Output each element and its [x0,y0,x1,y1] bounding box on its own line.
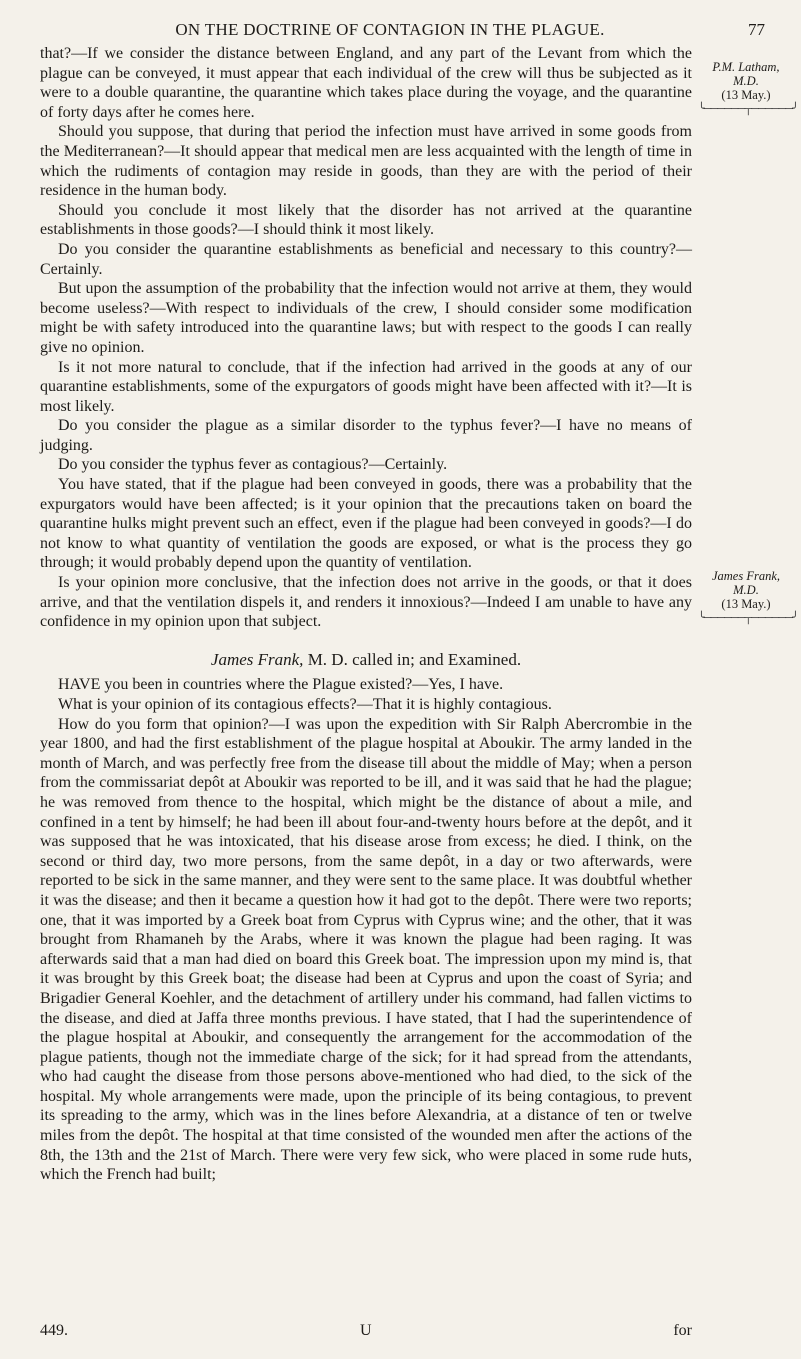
side-note-latham [698,60,798,116]
side-note-degree: M.D. [733,583,759,597]
paragraph: Do you consider the plague as a similar disorder to the typhus fever?—I have no means of judging. [40,417,692,454]
witness-heading-rest: M. D. called in; and Examined. [303,649,522,669]
side-note-name: P.M. Latham, [712,60,780,74]
paragraph: What is your opinion of its contagious effects?—That it is highly contagious. [58,696,552,713]
gathering-mark: U [360,1322,372,1339]
paragraph: But upon the assumption of the probability that the infection would not arrive at them, they would become useless?—With respect to individuals of the crew, I should consider some modification might be with safety introduced into the quarantine laws; but with respect to the goods I can really give no opinion. [40,280,692,356]
witness-heading [40,650,692,670]
page-number: 77 [748,20,765,39]
paragraph: Is your opinion more conclusive, that the infection does not arrive in the goods, or that it does arrive, and that the ventilation dispels it, and renders it innoxious?—Indeed I am unable to have any confidence in my opinion upon that subject. [40,574,692,631]
paragraph: Is it not more natural to conclude, that if the infection had arrived in the goods at any of our quarantine establishments, some of the expurgators of goods might have been affected with it?—It is most likely. [40,358,692,415]
page-body [40,44,692,1185]
side-note-name: James Frank, [711,569,781,583]
witness-name: James Frank, [210,649,304,669]
side-note-date: (13 May.) [721,88,771,102]
paragraph: Do you consider the quarantine establishments as beneficial and necessary to this country?—Certainly. [40,240,692,278]
paragraph: Do you consider the typhus fever as contagious?—Certainly. [58,456,448,474]
paragraph: Should you conclude it most likely that the disorder has not arrived at the quarantine establishments in those goods?—I should think it most likely. [40,201,692,239]
side-note-frank [698,569,798,625]
paragraph: You have stated, that if the plague had been conveyed in goods, there was a probability that the expurgators would have been affected; is it your opinion that the precautions taken on board the quarantine hulks might prevent such an effect, even if the plague had been conveyed in goods?—I do not know to what quantity of ventilation the goods are exposed, or what is the process they go through; it would probably depend upon the quantity of ventilation. [40,476,692,572]
catchword: for [673,1322,692,1339]
side-note-date: (13 May.) [721,597,771,611]
side-note-degree: M.D. [733,74,759,88]
brace-decoration: ╰──────┬──────╯ [698,612,798,624]
paragraph: HAVE you been in countries where the Plague existed?—Yes, I have. [58,676,504,694]
paragraph: How do you form that opinion?—I was upon the expedition with Sir Ralph Abercrombie in the year 1800, and had the first establishment of the plague hospital at Aboukir. The army landed in the month of March, and was perfectly free from the disease till about the middle of May; when a person from the commissariat depôt at Aboukir was reported to be ill, and it was said that he had the plague; he was removed from thence to the hospital, which might be the distance of about a mile, and confined in a tent by himself; he had been ill about four-and-twenty hours before at the depôt, and it was supposed that he was intoxicated, that his disease arose from excess; he died. I think, on the second or third day, two more persons, from the same depôt, in a day or two afterwards, were reported to be sick in the same manner, and they were sent to the same place. It was doubtful whether it was the disease; and then it became a question how it had got to the depôt. There were two reports; one, that it was imported by a Greek boat from Cyprus with Cyprus wine; and the other, that it was brought from Rhamaneh by the Arabs, where it was known the plague had been raging. It was afterwards said that a man had died on board this Greek boat. The impression upon my mind is, that it was brought by this Greek boat; the disease had been at Cyprus and upon the coast of Syria; and Brigadier General Koehler, and the detachment of artillery under his command, had fallen victims to the disease, and died at Jaffa three months previous. I have stated, that I had the superintendence of the plague hospital at Aboukir, and consequently the arrangement for the accommodation of the plague patients, though not the immediate charge of the sick; for it had spread from the attendants, who had caught the disease from those persons above-mentioned who had died, to the sick of the hospital. My whole arrangements were made, upon the principle of its being contagious, to prevent its spreading to the army, which was in the lines before Alexandria, at a distance of ten or twelve miles from the depôt. The hospital at that time consisted of the wounded men after the actions of the 8th, the 13th and the 21st of March. There were very few sick, who were placed in some rude huts, which the French had built; [40,715,692,1184]
paragraph: that?—If we consider the distance between England, and any part of the Levant from which the plague can be conveyed, it must appear that each individual of the crew will thus be subjected as it were to a double quarantine, the quarantine which takes place during the voyage, and the quarantine of forty days after he comes here. [40,45,692,121]
brace-decoration: ╰──────┬──────╯ [698,103,798,115]
signature-mark: 449. [40,1322,68,1339]
paragraph: Should you suppose, that during that period the infection must have arrived in some goods from the Mediterranean?—It should appear that medical men are less acquainted with the length of time in which the rudiments of contagion may reside in goods, than they are with the period of their residence in the human body. [40,123,692,200]
running-header: ON THE DOCTRINE OF CONTAGION IN THE PLAGUE. [175,20,605,39]
